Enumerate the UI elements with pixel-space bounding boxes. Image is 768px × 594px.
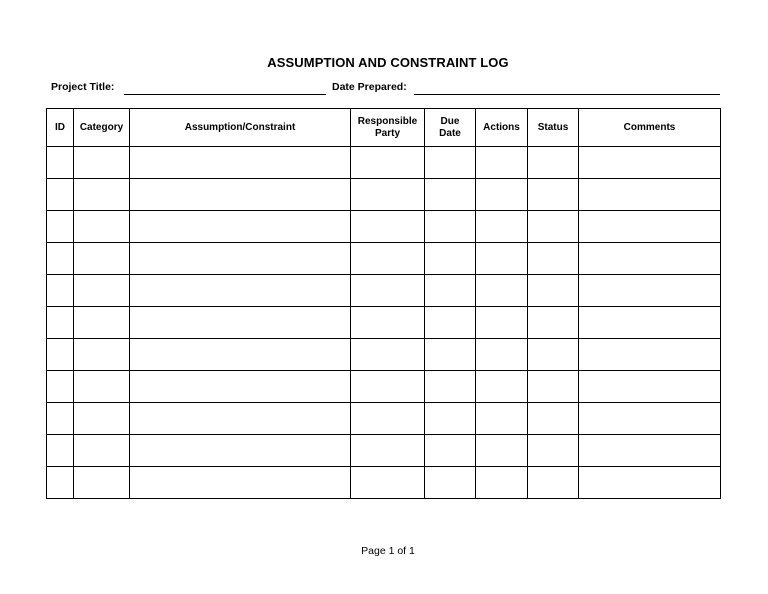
- cell-id[interactable]: [47, 467, 74, 499]
- cell-responsible-party[interactable]: [351, 371, 425, 403]
- cell-category[interactable]: [74, 435, 130, 467]
- table-row: [47, 211, 721, 243]
- cell-actions[interactable]: [476, 147, 528, 179]
- date-prepared-field[interactable]: [414, 94, 720, 95]
- cell-assumption-constraint[interactable]: [130, 179, 351, 211]
- cell-assumption-constraint[interactable]: [130, 467, 351, 499]
- table-row: [47, 403, 721, 435]
- cell-assumption-constraint[interactable]: [130, 307, 351, 339]
- cell-category[interactable]: [74, 307, 130, 339]
- cell-due-date[interactable]: [425, 243, 476, 275]
- cell-comments[interactable]: [579, 307, 721, 339]
- cell-id[interactable]: [47, 275, 74, 307]
- cell-assumption-constraint[interactable]: [130, 339, 351, 371]
- column-header-comments: Comments: [579, 109, 721, 147]
- cell-comments[interactable]: [579, 147, 721, 179]
- table-row: [47, 467, 721, 499]
- cell-id[interactable]: [47, 371, 74, 403]
- cell-comments[interactable]: [579, 339, 721, 371]
- cell-comments[interactable]: [579, 467, 721, 499]
- cell-status[interactable]: [528, 435, 579, 467]
- cell-due-date[interactable]: [425, 371, 476, 403]
- column-header-responsible-party: Responsible Party: [351, 109, 425, 147]
- cell-responsible-party[interactable]: [351, 467, 425, 499]
- cell-status[interactable]: [528, 403, 579, 435]
- cell-category[interactable]: [74, 467, 130, 499]
- cell-responsible-party[interactable]: [351, 179, 425, 211]
- cell-comments[interactable]: [579, 371, 721, 403]
- table-row: [47, 179, 721, 211]
- cell-category[interactable]: [74, 243, 130, 275]
- cell-category[interactable]: [74, 275, 130, 307]
- cell-category[interactable]: [74, 179, 130, 211]
- cell-due-date[interactable]: [425, 467, 476, 499]
- cell-due-date[interactable]: [425, 435, 476, 467]
- cell-status[interactable]: [528, 275, 579, 307]
- cell-assumption-constraint[interactable]: [130, 403, 351, 435]
- cell-category[interactable]: [74, 339, 130, 371]
- cell-status[interactable]: [528, 307, 579, 339]
- cell-comments[interactable]: [579, 403, 721, 435]
- cell-status[interactable]: [528, 147, 579, 179]
- cell-id[interactable]: [47, 211, 74, 243]
- cell-assumption-constraint[interactable]: [130, 275, 351, 307]
- cell-comments[interactable]: [579, 211, 721, 243]
- cell-status[interactable]: [528, 243, 579, 275]
- cell-status[interactable]: [528, 339, 579, 371]
- cell-id[interactable]: [47, 243, 74, 275]
- cell-due-date[interactable]: [425, 307, 476, 339]
- cell-id[interactable]: [47, 307, 74, 339]
- cell-responsible-party[interactable]: [351, 211, 425, 243]
- cell-status[interactable]: [528, 467, 579, 499]
- cell-assumption-constraint[interactable]: [130, 147, 351, 179]
- table-row: [47, 435, 721, 467]
- table-row: [47, 307, 721, 339]
- cell-actions[interactable]: [476, 403, 528, 435]
- cell-responsible-party[interactable]: [351, 435, 425, 467]
- cell-assumption-constraint[interactable]: [130, 211, 351, 243]
- column-header-id: ID: [47, 109, 74, 147]
- project-title-label: Project Title:: [51, 81, 115, 93]
- cell-status[interactable]: [528, 371, 579, 403]
- cell-responsible-party[interactable]: [351, 339, 425, 371]
- cell-responsible-party[interactable]: [351, 403, 425, 435]
- cell-responsible-party[interactable]: [351, 307, 425, 339]
- cell-actions[interactable]: [476, 307, 528, 339]
- cell-due-date[interactable]: [425, 339, 476, 371]
- cell-actions[interactable]: [476, 275, 528, 307]
- cell-id[interactable]: [47, 179, 74, 211]
- cell-status[interactable]: [528, 211, 579, 243]
- cell-actions[interactable]: [476, 339, 528, 371]
- cell-id[interactable]: [47, 147, 74, 179]
- cell-comments[interactable]: [579, 243, 721, 275]
- table-header-row: [47, 109, 721, 147]
- cell-due-date[interactable]: [425, 147, 476, 179]
- cell-actions[interactable]: [476, 211, 528, 243]
- cell-category[interactable]: [74, 371, 130, 403]
- page-number: Page 1 of 1: [361, 545, 415, 557]
- cell-id[interactable]: [47, 339, 74, 371]
- column-header-actions: Actions: [476, 109, 528, 147]
- cell-due-date[interactable]: [425, 211, 476, 243]
- cell-responsible-party[interactable]: [351, 243, 425, 275]
- cell-assumption-constraint[interactable]: [130, 243, 351, 275]
- cell-due-date[interactable]: [425, 403, 476, 435]
- table-body: [47, 147, 721, 499]
- cell-assumption-constraint[interactable]: [130, 435, 351, 467]
- cell-comments[interactable]: [579, 435, 721, 467]
- cell-category[interactable]: [74, 211, 130, 243]
- cell-responsible-party[interactable]: [351, 275, 425, 307]
- column-header-category: Category: [74, 109, 130, 147]
- table-row: [47, 147, 721, 179]
- column-header-status: Status: [528, 109, 579, 147]
- cell-actions[interactable]: [476, 467, 528, 499]
- cell-id[interactable]: [47, 403, 74, 435]
- cell-due-date[interactable]: [425, 275, 476, 307]
- cell-actions[interactable]: [476, 179, 528, 211]
- table-row: [47, 275, 721, 307]
- cell-comments[interactable]: [579, 275, 721, 307]
- table-row: [47, 243, 721, 275]
- cell-category[interactable]: [74, 147, 130, 179]
- cell-actions[interactable]: [476, 243, 528, 275]
- table-row: [47, 371, 721, 403]
- column-header-assumption-constraint: Assumption/Constraint: [130, 109, 351, 147]
- project-title-field[interactable]: [124, 94, 326, 95]
- cell-category[interactable]: [74, 403, 130, 435]
- cell-actions[interactable]: [476, 371, 528, 403]
- cell-id[interactable]: [47, 435, 74, 467]
- cell-due-date[interactable]: [425, 179, 476, 211]
- cell-status[interactable]: [528, 179, 579, 211]
- document-title: ASSUMPTION AND CONSTRAINT LOG: [267, 55, 509, 70]
- cell-assumption-constraint[interactable]: [130, 371, 351, 403]
- assumption-constraint-table: [46, 108, 721, 499]
- column-header-due-date: Due Date: [425, 109, 476, 147]
- table-row: [47, 339, 721, 371]
- cell-comments[interactable]: [579, 179, 721, 211]
- cell-responsible-party[interactable]: [351, 147, 425, 179]
- cell-actions[interactable]: [476, 435, 528, 467]
- date-prepared-label: Date Prepared:: [332, 81, 407, 93]
